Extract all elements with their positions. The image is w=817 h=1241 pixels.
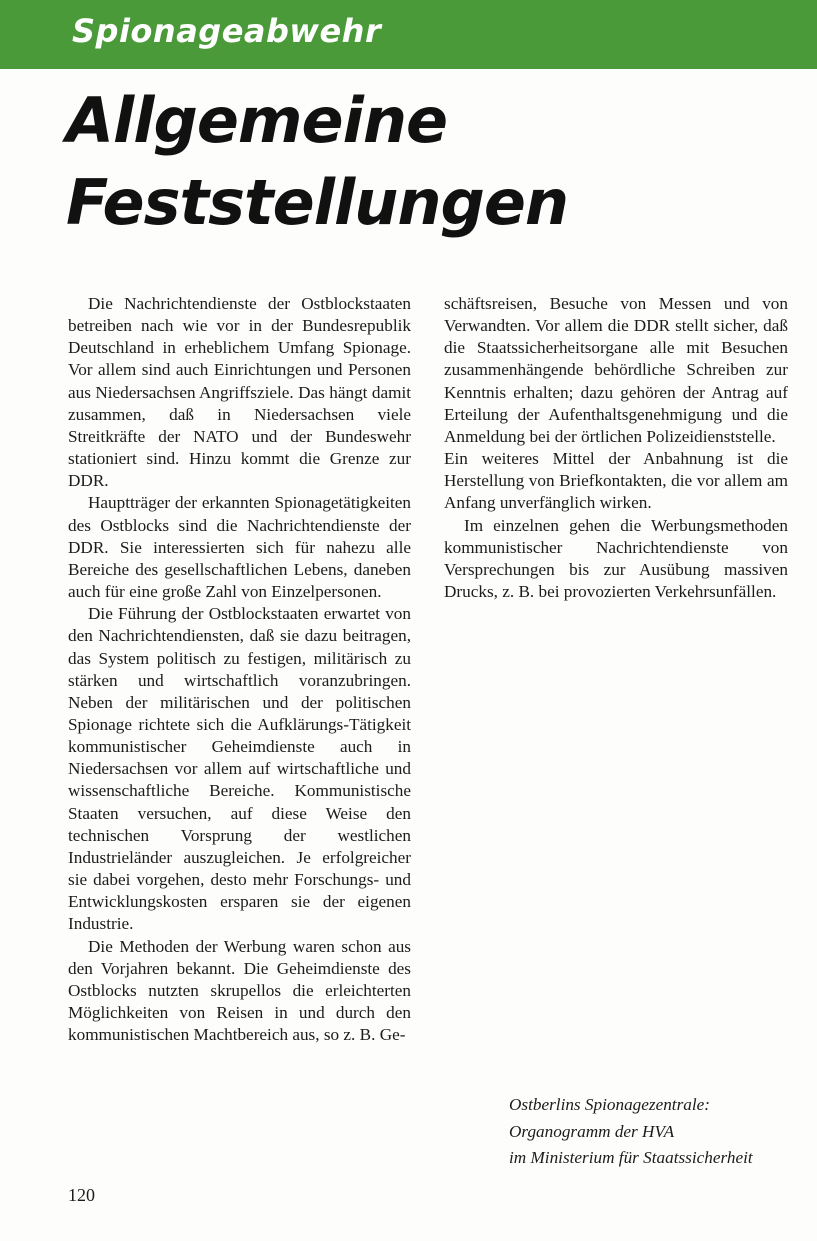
title-line-1: Allgemeine [66, 84, 448, 157]
caption-line-1: Ostberlins Spionagezentrale: [509, 1095, 710, 1114]
caption-line-3: im Ministerium für Staatssicherheit [509, 1148, 753, 1167]
right-column [444, 293, 788, 603]
paragraph: Hauptträger der erkannten Spionagetätigkeiten des Ostblocks sind die Nachrichtendienste der DDR. Sie interessierten sich für nahezu alle Bereiche des gesellschaftlichen Lebens, daneben auch für eine große Zahl von Einzelpersonen. [68, 493, 411, 602]
paragraph: Die Methoden der Werbung waren schon aus den Vorjahren bekannt. Die Geheimdienste des Ostblocks nutzten skrupellos die erleichterten Möglichkeiten von Reisen in und durch den kommunistischen Machtbereich aus, so z. B. Ge- [68, 936, 411, 1045]
page-title [66, 80, 786, 244]
title-line-2: Feststellungen [66, 166, 569, 239]
paragraph: Die Nachrichtendienste der Ostblockstaaten betreiben nach wie vor in der Bundesrepublik Deutschland in erheblichem Umfang Spionage. Vor allem sind auch Einrichtungen und Personen aus Niedersachsen Angriffsziele. Das hängt damit zusammen, daß in Niedersachsen viele Streitkräfte der NATO und der Bundeswehr stationiert sind. Hinzu kommt die Grenze zur DDR. [68, 294, 411, 491]
paragraph: Ein weiteres Mittel der Anbahnung ist die Herstellung von Briefkontakten, die vor allem am Anfang unverfänglich wirken. [444, 449, 788, 513]
section-header-band [0, 0, 817, 69]
left-column [68, 293, 411, 1046]
caption-line-2: Organogramm der HVA [509, 1121, 675, 1141]
paragraph: Im einzelnen gehen die Werbungsmethoden kommunistischer Nachrichtendienste von Versprechungen bis zur Ausübung massiven Drucks, z. B. bei provozierten Verkehrsunfällen. [444, 515, 788, 602]
paragraph: Die Führung der Ostblockstaaten erwartet von den Nachrichtendiensten, daß sie dazu beitragen, das System politisch zu festigen, militärisch zu stärken und wirtschaftlich voranzubringen. Neben der militärischen und der politischen Spionage richtete sich die Aufklärungs-Tätigkeit kommunistischer Geheimdienste auch in Niedersachsen vor allem auf wirtschaftliche und wissenschaftliche Bereiche. Kommunistische Staaten versuchen, auf diese Weise den technischen Vorsprung der westlichen Industrieländer auszugleichen. Je erfolgreicher sie dabei vorgehen, desto mehr Forschungs- und Entwicklungskosten ersparen sie der eigenen Industrie. [68, 604, 411, 934]
paragraph: schäftsreisen, Besuche von Messen und von Verwandten. Vor allem die DDR stellt sicher, daß die Staatssicherheitsorgane alle mit Besuchen zusammenhängende behördliche Schreiben zur Kenntnis erhalten; dazu gehören der Antrag auf Erteilung der Aufenthaltsgenehmigung und die Anmeldung bei der örtlichen Polizeidienststelle. [444, 294, 788, 446]
section-label: Spionageabwehr [72, 12, 382, 50]
figure-caption [509, 1092, 799, 1172]
page-number: 120 [68, 1185, 95, 1205]
